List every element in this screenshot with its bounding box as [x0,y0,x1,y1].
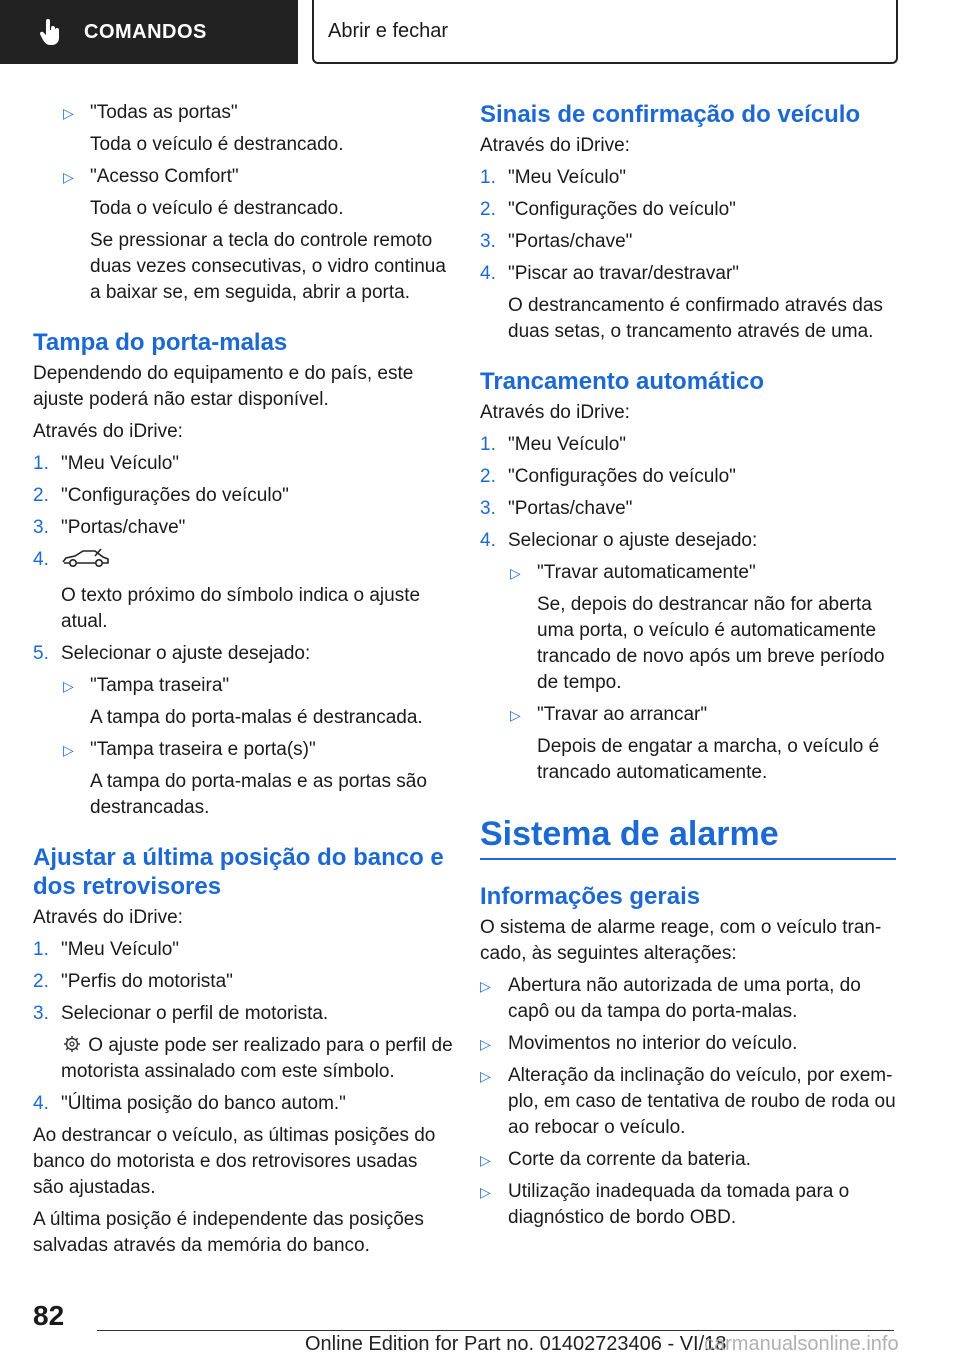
option-desc: Toda o veículo é destrancado. [90,134,344,155]
paragraph: Dependendo do equipamento e do país, este ajuste poderá não estar disponível. [33,363,414,410]
step-number: 2. [480,466,496,487]
item-text: Alteração da inclinação do veículo, por exemplo, em caso de tentativa de roubo de roda ou ao rebocar o veículo. [508,1065,896,1138]
list-item [480,496,896,522]
paragraph: Através do iDrive: [33,421,183,442]
list-item [480,165,896,191]
step-text: Selecionar o ajuste desejado: [508,530,758,551]
step-number: 3. [480,231,496,252]
step-number: 3. [33,517,49,538]
step-number: 4. [480,530,496,551]
gear-profile-icon [61,1035,88,1056]
step-text: "Configurações do veículo" [508,199,736,220]
paragraph: Através do iDrive: [33,907,183,928]
left-column [33,100,453,1265]
list-item [33,451,453,477]
trunk-heading: Tampa do porta-malas [33,329,288,356]
step-text: "Última posição do banco autom." [61,1093,346,1114]
list-item [480,432,896,458]
option-desc: Depois de engatar a marcha, o veículo é trancado automaticamente. [537,736,880,783]
watermark: carmanualsonline.info [704,1333,899,1355]
list-item [480,560,896,696]
step-text: "Portas/chave" [61,517,186,538]
option-label: "Acesso Comfort" [90,166,239,187]
list-item [33,673,453,731]
triangle-bullet-icon: ▷ [480,978,491,994]
triangle-bullet-icon: ▷ [480,1184,491,1200]
seat-steps-cont [33,1091,453,1117]
car-icon [61,553,111,574]
list-item [33,1001,453,1085]
step-text: "Piscar ao travar/destravar" [508,263,740,284]
option-label: "Todas as portas" [90,102,238,123]
list-item [33,969,453,995]
triangle-bullet-icon: ▷ [480,1036,491,1052]
general-info-heading: Informações gerais [480,883,701,910]
step-note: O destrancamento é confirmado através das duas setas, o trancamento através de uma. [508,295,883,342]
autolock-steps [480,432,896,554]
option-desc: A tampa do porta-malas e as portas são destrancadas. [90,771,427,818]
step-number: 4. [33,549,49,570]
hand-pointer-icon [40,18,68,46]
note-text: O ajuste pode ser realizado para o perfil de motorista assinalado com este símbolo. [61,1035,453,1082]
seat-steps [33,937,453,1085]
edition-text: Online Edition for Part no. 01402723406 - VI/18 [305,1333,727,1355]
step-text: "Perfis do motorista" [61,971,233,992]
list-item [33,100,453,158]
item-text: Corte da corrente da bateria. [508,1149,751,1170]
step-text: "Meu Veículo" [61,453,180,474]
step-number: 2. [33,971,49,992]
step-number: 2. [33,485,49,506]
list-item [480,528,896,554]
triangle-bullet-icon: ▷ [63,742,74,758]
trunk-options [33,673,453,821]
triangle-bullet-icon: ▷ [63,105,74,121]
list-item [33,937,453,963]
option-desc: Se, depois do destrancar não for aberta uma porta, o veículo é automaticamente trancado de novo após um breve período de tempo. [537,594,885,693]
step-number: 1. [33,453,49,474]
paragraph: Através do iDrive: [480,135,630,156]
item-text: Movimentos no interior do veículo. [508,1033,798,1054]
chapter-label: Abrir e fechar [328,19,449,42]
page-number: 82 [33,1300,65,1331]
paragraph: O sistema de alarme reage, com o veículo trancado, às seguintes alterações: [480,917,882,964]
list-item [480,229,896,255]
step-number: 4. [480,263,496,284]
step-number: 4. [33,1093,49,1114]
list-item [480,1031,896,1057]
list-item [480,1179,896,1231]
list-item [480,1147,896,1173]
option-label: "Travar ao arrancar" [537,704,708,725]
autolock-heading: Trancamento automático [480,368,765,395]
triangle-bullet-icon: ▷ [510,565,521,581]
step-number: 3. [33,1003,49,1024]
step-text: "Portas/chave" [508,231,633,252]
right-column [480,100,896,1237]
list-item [480,464,896,490]
list-item [33,483,453,509]
item-text: Utilização inadequada da tomada para o diagnóstico de bordo OBD. [508,1181,850,1228]
intro-options [33,100,453,306]
step-text: Selecionar o ajuste desejado: [61,643,311,664]
section-tab [0,0,298,64]
seat-heading: Ajustar a última posição do banco e dos retrovisores [33,844,444,900]
step-number: 1. [480,434,496,455]
triangle-bullet-icon: ▷ [480,1152,491,1168]
step-text: "Configurações do veículo" [61,485,289,506]
signals-heading: Sinais de confirmação do veículo [480,101,861,128]
item-text: Abertura não autorizada de uma porta, do capô ou da tampa do porta-malas. [508,975,861,1022]
step-text: "Portas/chave" [508,498,633,519]
option-desc: A tampa do porta-malas é destrancada. [90,707,423,728]
list-item [33,515,453,541]
option-label: "Tampa traseira" [90,675,230,696]
option-desc: Se pressionar a tecla do controle remoto duas vezes consecutivas, o vidro continua a baixar se, em seguida, abrir a porta. [90,230,446,303]
footer-divider [97,1330,894,1331]
list-item [480,702,896,786]
list-item [480,1063,896,1141]
step-text: "Meu Veículo" [61,939,180,960]
step-number: 5. [33,643,49,664]
option-label: "Travar automaticamente" [537,562,756,583]
paragraph: Através do iDrive: [480,402,630,423]
section-label: COMANDOS [84,20,207,43]
signals-steps [480,165,896,345]
paragraph: Ao destrancar o veículo, as últimas posições do banco do motorista e dos retrovisores usadas são ajustadas. [33,1125,436,1198]
list-item [33,1091,453,1117]
step-text: Selecionar o perfil de motorista. [61,1003,329,1024]
alarm-heading: Sistema de alarme [480,814,896,860]
option-label: "Tampa traseira e porta(s)" [90,739,316,760]
step-text: "Meu Veículo" [508,434,627,455]
step-text: "Configurações do veículo" [508,466,736,487]
step-text: "Meu Veículo" [508,167,627,188]
list-item [33,547,453,635]
triangle-bullet-icon: ▷ [63,678,74,694]
autolock-options [480,560,896,786]
step-number: 2. [480,199,496,220]
list-item [480,261,896,345]
step-number: 1. [33,939,49,960]
paragraph: A última posição é independente das posições salvadas através da memória do banco. [33,1209,424,1256]
triangle-bullet-icon: ▷ [480,1068,491,1084]
list-item [33,164,453,306]
list-item [33,641,453,667]
step-number: 3. [480,498,496,519]
trunk-steps [33,451,453,667]
chapter-tab [312,0,898,64]
step-note [61,1033,453,1085]
alarm-triggers [480,973,896,1231]
triangle-bullet-icon: ▷ [63,169,74,185]
option-desc: Toda o veículo é destrancado. [90,198,344,219]
step-number: 1. [480,167,496,188]
list-item [480,197,896,223]
list-item [33,737,453,821]
triangle-bullet-icon: ▷ [510,707,521,723]
list-item [480,973,896,1025]
step-note: O texto próximo do símbolo indica o ajuste atual. [61,585,421,632]
